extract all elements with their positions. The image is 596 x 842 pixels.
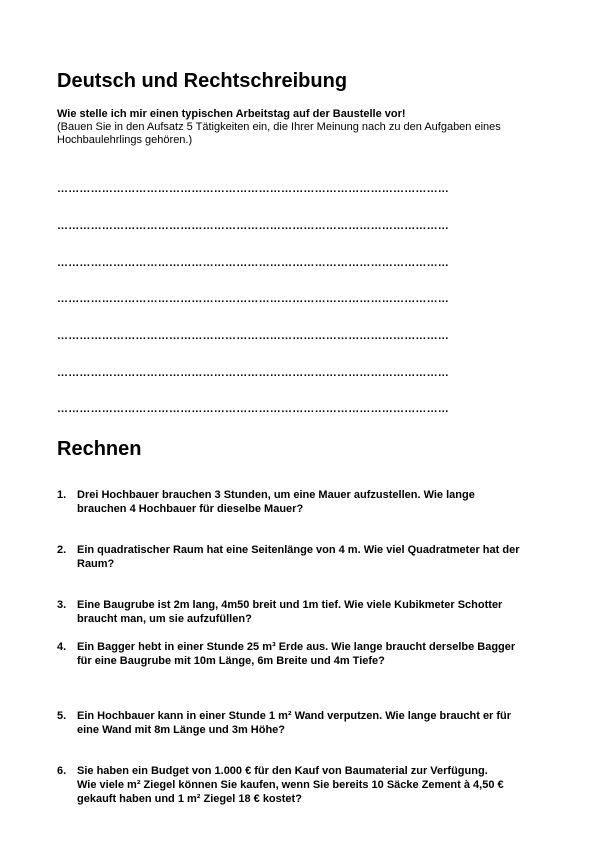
answer-line[interactable]: ……………………………………………………………………………………………	[57, 183, 449, 195]
task-text: Ein quadratischer Raum hat eine Seitenlänge von 4 m. Wie viel Quadratmeter hat der Raum?	[77, 544, 520, 570]
answer-line[interactable]: ……………………………………………………………………………………………	[57, 330, 449, 342]
task-number: 6.	[57, 765, 67, 777]
answer-line[interactable]: ……………………………………………………………………………………………	[57, 257, 449, 269]
task-text: Sie haben ein Budget von 1.000 € für den Kauf von Baumaterial zur Verfügung. Wie viele m² Ziegel können Sie kaufen, wenn Sie bereits 10 Säcke Zement à 4,50 € gekauft haben und 1 m² Ziegel 18 € kostet?	[77, 765, 504, 805]
task-number: 1.	[57, 489, 67, 501]
task-number: 3.	[57, 599, 67, 611]
essay-question: Wie stelle ich mir einen typischen Arbeitstag auf der Baustelle vor!	[57, 108, 406, 120]
section-title-deutsch: Deutsch und Rechtschreibung	[57, 70, 348, 92]
task-number: 2.	[57, 544, 67, 556]
task-number: 5.	[57, 710, 67, 722]
answer-line[interactable]: ……………………………………………………………………………………………	[57, 367, 449, 379]
task-text: Ein Bagger hebt in einer Stunde 25 m³ Erde aus. Wie lange braucht derselbe Bagger für eine Baugrube mit 10m Länge, 6m Breite und 4m Tiefe?	[77, 641, 516, 667]
task-text: Drei Hochbauer brauchen 3 Stunden, um eine Mauer aufzustellen. Wie lange brauchen 4 Hochbauer für dieselbe Mauer?	[77, 489, 475, 515]
section-title-rechnen: Rechnen	[57, 438, 142, 460]
answer-line[interactable]: ……………………………………………………………………………………………	[57, 403, 449, 415]
essay-instructions: (Bauen Sie in den Aufsatz 5 Tätigkeiten ein, die Ihrer Meinung nach zu den Aufgaben eines Hochbaulehrlings gehören.)	[57, 121, 501, 146]
task-number: 4.	[57, 641, 67, 653]
answer-line[interactable]: ……………………………………………………………………………………………	[57, 220, 449, 232]
answer-line[interactable]: ……………………………………………………………………………………………	[57, 293, 449, 305]
task-text: Eine Baugrube ist 2m lang, 4m50 breit und 1m tief. Wie viele Kubikmeter Schotter braucht man, um sie aufzufüllen?	[77, 599, 503, 625]
task-text: Ein Hochbauer kann in einer Stunde 1 m² Wand verputzen. Wie lange braucht er für eine Wand mit 8m Länge und 3m Höhe?	[77, 710, 512, 736]
